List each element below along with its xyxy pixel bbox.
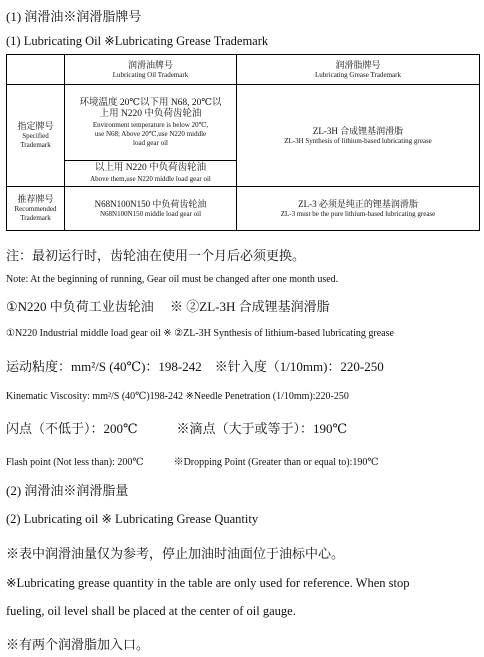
grease-header-en: Lubricating Grease Trademark <box>315 70 401 79</box>
trademark-table <box>6 54 480 231</box>
recommended-label-en-2: Trademark <box>20 214 51 223</box>
recommended-label-cell <box>7 187 65 231</box>
recommended-grease-cell <box>237 187 480 231</box>
reference-note-en-1: ※Lubricating grease quantity in the table are only used for reference. When stop <box>6 576 410 590</box>
specified-oil-2-zh: 以上用 N220 中负荷齿轮油 <box>94 163 207 174</box>
specified-grease-cell <box>237 85 480 187</box>
reference-note-en-2: fueling, oil level shall be placed at the center of oil gauge. <box>6 604 296 618</box>
specified-oil-2-en: Above them,use N220 middle load gear oil <box>90 175 211 184</box>
recommended-label-en-1: Recommended <box>14 205 57 214</box>
specified-label-zh: 指定牌号 <box>17 121 54 132</box>
specified-grease-en: ZL-3H Synthesis of lithium-based lubricating grease <box>284 136 432 145</box>
section-1-title-zh: (1) 润滑油※润滑脂牌号 <box>6 9 142 24</box>
specified-grease-zh: ZL-3H 合成锂基润滑脂 <box>312 125 404 136</box>
specified-row-1 <box>7 85 480 161</box>
specified-label-cell <box>7 85 65 187</box>
flash-point-zh: 闪点（不低于）：200℃ ※滴点（大于或等于）：190℃ <box>6 421 348 436</box>
specified-oil-en-2: use N68; Above 20℃,use N220 middle <box>94 130 207 138</box>
oil-header-zh: 润滑油牌号 <box>127 59 173 70</box>
recommended-oil-en: N68N100N150 middle load gear oil <box>99 209 202 218</box>
note-zh: 注：最初运行时，齿轮油在使用一个月后必须更换。 <box>6 248 306 263</box>
specified-oil-cell <box>65 85 237 161</box>
specified-oil-zh-2: 上用 N220 中负荷齿轮油 <box>99 109 202 120</box>
products-zh: ①N220 中负荷工业齿轮油 ※ ②ZL-3H 合成锂基润滑脂 <box>6 299 330 314</box>
table-header-row <box>7 55 480 85</box>
recommended-oil-zh: N68N100N150 中负荷齿轮油 <box>94 198 207 209</box>
products-en: ①N220 Industrial middle load gear oil ※ ②ZL-3H Synthesis of lithium-based lubricating grease <box>6 328 394 339</box>
viscosity-en: Kinematic Viscosity: mm²/S (40℃)198-242 ※Needle Penetration (1/10mm):220-250 <box>6 391 349 402</box>
inlet-note-zh: ※有两个润滑脂加入口。 <box>6 637 150 652</box>
grease-header-zh: 润滑脂牌号 <box>335 59 381 70</box>
section-1-title-en: (1) Lubricating Oil ※Lubricating Grease Trademark <box>6 34 269 48</box>
recommended-row <box>7 187 480 231</box>
oil-header-cell <box>65 55 237 85</box>
oil-header-en: Lubricating Oil Trademark <box>112 70 189 79</box>
specified-label-en-1: Specified <box>22 132 49 141</box>
viscosity-zh: 运动粘度：mm²/S (40℃)：198-242 ※针入度（1/10mm)：220-250 <box>6 359 384 374</box>
recommended-grease-en: ZL-3 must be the pure lithium-based lubricating grease <box>280 209 436 218</box>
recommended-oil-cell <box>65 187 237 231</box>
section-2-title-zh: (2) 润滑油※润滑脂量 <box>6 483 129 498</box>
specified-oil-en-3: load gear oil <box>133 138 168 147</box>
reference-note-zh: ※表中润滑油量仅为参考，停止加油时油面位于油标中心。 <box>6 546 345 561</box>
specified-oil-2-cell <box>65 161 237 187</box>
recommended-grease-zh: ZL-3 必须是纯正的锂基润滑脂 <box>298 198 418 209</box>
specified-oil-en-1: Environment temperature is below 20℃, <box>92 121 209 130</box>
specified-oil-zh-1: 环境温度 20℃以下用 N68, 20℃以 <box>79 97 222 108</box>
section-2-title-en: (2) Lubricating oil ※ Lubricating Grease Quantity <box>6 512 259 526</box>
grease-header-cell <box>237 55 480 85</box>
flash-point-en: Flash point (Not less than): 200℃ ※Dropping Point (Greater than or equal to):190℃ <box>6 457 379 468</box>
specified-label-en-2: Trademark <box>20 141 51 150</box>
recommended-label-zh: 推荐牌号 <box>17 194 54 205</box>
note-en: Note: At the beginning of running, Gear oil must be changed after one month used. <box>6 274 339 285</box>
table-corner-cell <box>7 55 65 85</box>
